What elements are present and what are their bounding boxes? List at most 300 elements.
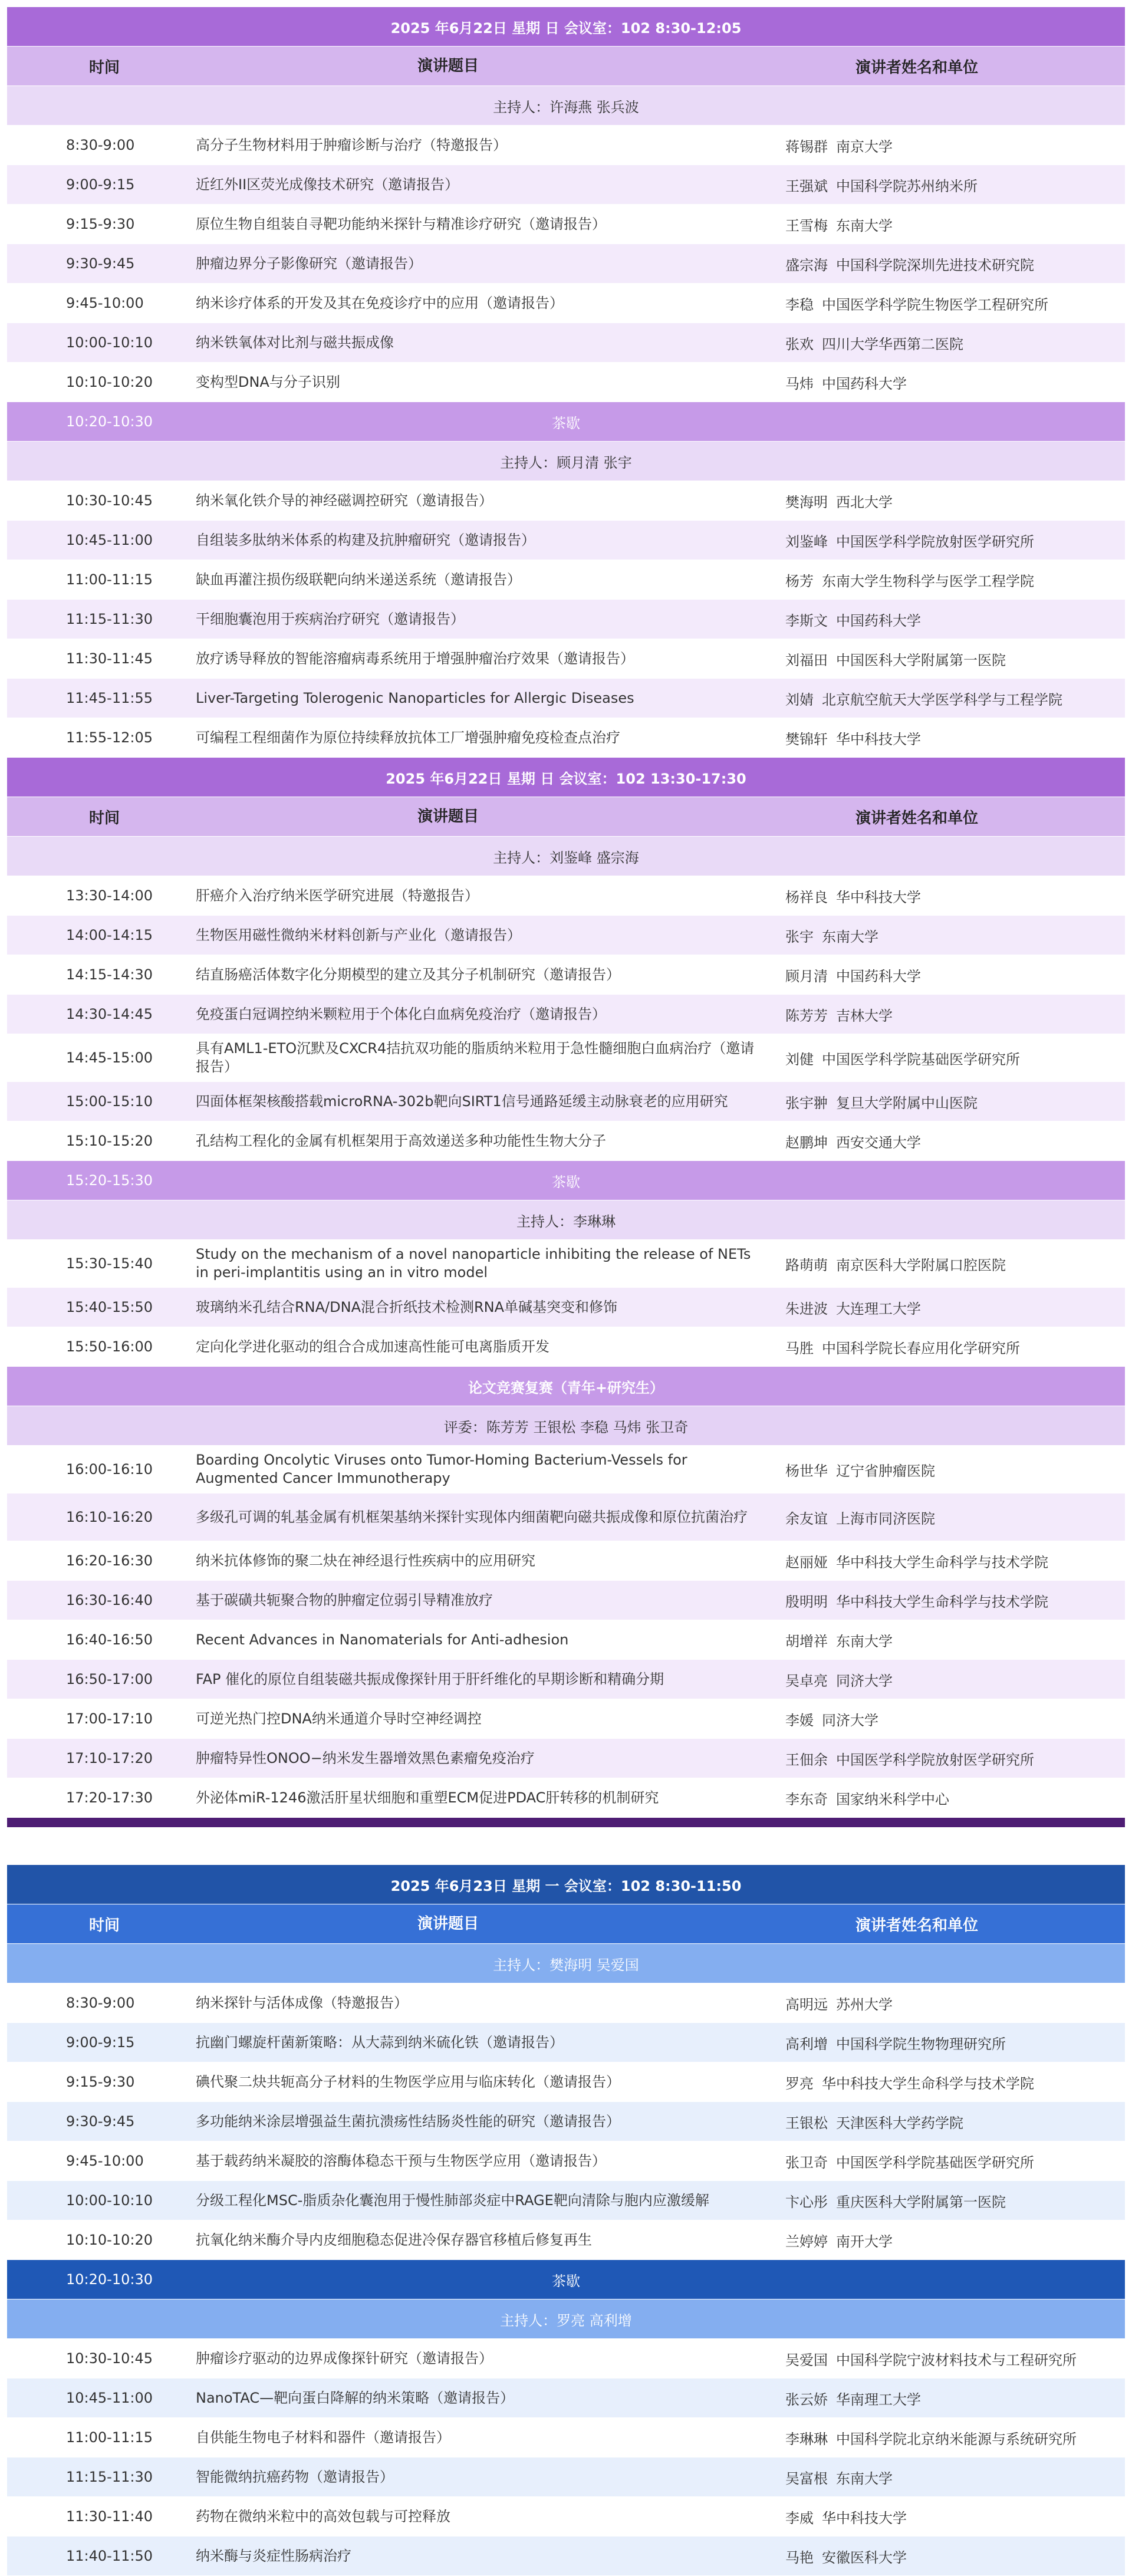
talk-time: 15:10-15:20 [66, 1133, 153, 1149]
speaker-org: 南京大学 [836, 138, 893, 155]
tea-break-row [7, 2260, 1125, 2299]
talk-time: 9:30-9:45 [66, 255, 135, 272]
table-row [7, 1121, 1125, 1161]
session-3 [7, 1865, 1125, 2576]
speaker-name: 张欢 [785, 335, 814, 353]
table-row [7, 2062, 1125, 2102]
table-row [7, 1660, 1125, 1699]
talk-time: 16:10-16:20 [66, 1509, 153, 1525]
session-title: 2025 年6月22日 星期 日 会议室：102 13:30-17:30 [7, 758, 1125, 797]
speaker-name: 王佃余 [785, 1751, 828, 1768]
session-title: 2025 年6月23日 星期 一 会议室：102 8:30-11:50 [7, 1865, 1125, 1904]
header-topic: 演讲题目 [417, 57, 479, 75]
talk-topic: 放疗诱导释放的智能溶瘤病毒系统用于增强肿瘤治疗效果（邀请报告） [196, 650, 634, 667]
speaker-name: 盛宗海 [785, 256, 828, 274]
talk-topic: 可逆光热门控DNA纳米通道介导时空神经调控 [196, 1710, 482, 1727]
talk-list [7, 1240, 1125, 1367]
talk-time: 9:00-9:15 [66, 2034, 135, 2051]
speaker-cell [774, 728, 1125, 748]
speaker-org: 中国医学科学院生物医学工程研究所 [822, 296, 1048, 313]
talk-topic: Study on the mechanism of a novel nanoparticle inhibiting the release of NETs in peri-implantitis using an in vitro model [196, 1246, 751, 1281]
speaker-name: 杨祥良 [785, 889, 828, 906]
table-row [7, 1240, 1125, 1288]
speaker-name: 刘健 [785, 1051, 814, 1068]
talk-topic: 肿瘤诊疗驱动的边界成像探针研究（邀请报告） [196, 2350, 493, 2367]
speaker-name: 刘婧 [785, 691, 814, 708]
talk-time: 11:00-11:15 [66, 2429, 153, 2446]
table-row [7, 165, 1125, 205]
table-row [7, 1983, 1125, 2023]
talk-time: 15:00-15:10 [66, 1093, 153, 1110]
talk-time: 9:45-10:00 [66, 2153, 144, 2169]
speaker-name: 刘福田 [785, 652, 828, 669]
talk-topic: 智能微纳抗癌药物（邀请报告） [196, 2468, 394, 2485]
talk-time: 10:00-10:10 [66, 334, 153, 351]
talk-topic: 纳米抗体修饰的聚二炔在神经退行性疾病中的应用研究 [196, 1552, 535, 1569]
speaker-name: 路萌萌 [785, 1256, 828, 1274]
talk-time: 8:30-9:00 [66, 1995, 135, 2011]
speaker-name: 王强斌 [785, 177, 828, 195]
speaker-org: 西安交通大学 [836, 1134, 921, 1151]
table-row [7, 363, 1125, 402]
speaker-cell [774, 1337, 1125, 1357]
talk-topic: 肿瘤边界分子影像研究（邀请报告） [196, 255, 422, 272]
talk-time: 16:20-16:30 [66, 1552, 153, 1569]
speaker-cell [774, 2072, 1125, 2093]
speaker-org: 北京航空航天大学医学科学与工程学院 [822, 691, 1062, 708]
speaker-org: 中国医科大学附属第一医院 [836, 652, 1006, 669]
speaker-name: 陈芳芳 [785, 1007, 828, 1024]
speaker-name: 蒋锡群 [785, 138, 828, 155]
speaker-org: 吉林大学 [836, 1007, 893, 1024]
talk-time: 15:40-15:50 [66, 1299, 153, 1315]
speaker-cell [774, 609, 1125, 630]
table-header [7, 47, 1125, 86]
talk-topic: 外泌体miR-1246激活肝星状细胞和重塑ECM促进PDAC肝转移的机制研究 [196, 1789, 659, 1806]
talk-time: 16:30-16:40 [66, 1592, 153, 1608]
talk-time: 9:00-9:15 [66, 176, 135, 193]
break-label: 茶歇 [552, 2272, 580, 2289]
talk-topic: 药物在微纳米粒中的高效包载与可控释放 [196, 2508, 450, 2525]
talk-time: 9:15-9:30 [66, 216, 135, 232]
table-row [7, 2536, 1125, 2576]
break-label: 茶歇 [552, 414, 580, 432]
speaker-org: 复旦大学附属中山医院 [836, 1094, 978, 1111]
speaker-name: 杨世华 [785, 1462, 828, 1479]
speaker-org: 中国科学院苏州纳米所 [836, 177, 978, 195]
speaker-cell [774, 1091, 1125, 1112]
talk-list [7, 1446, 1125, 1818]
speaker-cell [774, 135, 1125, 156]
speaker-cell [774, 2151, 1125, 2172]
talk-time: 11:40-11:50 [66, 2548, 153, 2564]
speaker-org: 重庆医科大学附属第一医院 [836, 2193, 1006, 2210]
speaker-cell [774, 530, 1125, 551]
speaker-cell [774, 1507, 1125, 1528]
table-row [7, 995, 1125, 1034]
speaker-org: 四川大学华西第二医院 [822, 335, 963, 353]
talk-time: 10:00-10:10 [66, 2192, 153, 2209]
talk-topic: 纳米氧化铁介导的神经磁调控研究（邀请报告） [196, 492, 493, 509]
talk-topic: 碘代聚二炔共轭高分子材料的生物医学应用与临床转化（邀请报告） [196, 2073, 620, 2090]
host-row: 主持人：李琳琳 [7, 1200, 1125, 1240]
talk-time: 17:00-17:10 [66, 1710, 153, 1727]
talk-topic: 基于碳磺共轭聚合物的肿瘤定位弱引导精准放疗 [196, 1591, 493, 1608]
talk-topic: 玻璃纳米孔结合RNA/DNA混合折纸技术检测RNA单碱基突变和修饰 [196, 1298, 618, 1315]
spacer [0, 1827, 1132, 1865]
table-row [7, 205, 1125, 244]
talk-list [7, 481, 1125, 758]
talk-time: 11:30-11:40 [66, 2508, 153, 2525]
talk-time: 14:45-15:00 [66, 1050, 153, 1066]
speaker-name: 李稳 [785, 296, 814, 313]
speaker-cell [774, 1459, 1125, 1480]
talk-topic: 抗氧化纳米酶介导内皮细胞稳态促进冷保存器官移植后修复再生 [196, 2231, 592, 2248]
table-row [7, 2220, 1125, 2260]
talk-topic: 可编程工程细菌作为原位持续释放抗体工厂增强肿瘤免疫检查点治疗 [196, 729, 620, 746]
table-row [7, 560, 1125, 600]
talk-topic: Liver-Targeting Tolerogenic Nanoparticles for Allergic Diseases [196, 689, 634, 706]
table-row [7, 1739, 1125, 1778]
speaker-cell [774, 491, 1125, 511]
speaker-cell [774, 1590, 1125, 1611]
speaker-cell [774, 175, 1125, 195]
speaker-org: 中国药科大学 [836, 612, 921, 629]
speaker-org: 华中科技大学 [822, 2509, 907, 2526]
speaker-cell [774, 2467, 1125, 2488]
session-1 [7, 7, 1125, 758]
header-topic: 演讲题目 [417, 1914, 479, 1933]
table-row [7, 916, 1125, 955]
talk-time: 11:15-11:30 [66, 611, 153, 627]
speaker-cell [774, 372, 1125, 393]
speaker-org: 同济大学 [822, 1712, 878, 1729]
speaker-org: 中国医学科学院基础医学研究所 [822, 1051, 1020, 1068]
speaker-name: 殷明明 [785, 1593, 828, 1610]
talk-list [7, 876, 1125, 1161]
talk-topic: 多功能纳米涂层增强益生菌抗溃疡性结肠炎性能的研究（邀请报告） [196, 2113, 620, 2130]
speaker-cell [774, 1131, 1125, 1152]
talk-topic: 四面体框架核酸搭载microRNA-302b靶向SIRT1信号通路延缓主动脉衰老的应用研究 [196, 1093, 728, 1110]
table-row [7, 2378, 1125, 2418]
talk-time: 11:55-12:05 [66, 729, 153, 746]
header-speaker: 演讲者姓名和单位 [855, 1916, 978, 1935]
talk-topic: 纳米酶与炎症性肠病治疗 [196, 2547, 351, 2564]
table-row [7, 1446, 1125, 1493]
talk-time: 10:45-11:00 [66, 2390, 153, 2406]
speaker-name: 顾月清 [785, 968, 828, 985]
talk-time: 9:15-9:30 [66, 2074, 135, 2090]
speaker-name: 赵丽娅 [785, 1554, 828, 1571]
speaker-cell [774, 1551, 1125, 1571]
talk-topic: 多级孔可调的轧基金属有机框架基纳米探针实现体内细菌靶向磁共振成像和原位抗菌治疗 [196, 1508, 748, 1525]
speaker-org: 西北大学 [836, 494, 893, 511]
talk-time: 14:30-14:45 [66, 1006, 153, 1022]
talk-topic: FAP 催化的原位自组装磁共振成像探针用于肝纤维化的早期诊断和精确分期 [196, 1670, 664, 1687]
speaker-org: 华中科技大学生命科学与技术学院 [836, 1593, 1048, 1610]
talk-topic: 干细胞囊泡用于疾病治疗研究（邀请报告） [196, 610, 465, 627]
speaker-name: 张云娇 [785, 2391, 828, 2408]
speaker-org: 中国医学科学院基础医学研究所 [836, 2154, 1034, 2171]
speaker-org: 辽宁省肿瘤医院 [836, 1462, 935, 1479]
table-row [7, 1620, 1125, 1660]
speaker-cell [774, 2506, 1125, 2527]
speaker-cell [774, 649, 1125, 669]
speaker-org: 大连理工大学 [836, 1300, 921, 1317]
talk-topic: 高分子生物材料用于肿瘤诊断与治疗（特邀报告） [196, 136, 507, 153]
speaker-org: 安徽医科大学 [822, 2549, 907, 2566]
speaker-name: 朱进波 [785, 1300, 828, 1317]
header-time: 时间 [88, 1916, 120, 1935]
speaker-name: 樊锦轩 [785, 731, 828, 748]
talk-time: 13:30-14:00 [66, 887, 153, 904]
speaker-org: 苏州大学 [836, 1996, 893, 2013]
speaker-cell [774, 2546, 1125, 2567]
talk-time: 9:30-9:45 [66, 2113, 135, 2130]
speaker-name: 马艳 [785, 2549, 814, 2566]
table-row [7, 244, 1125, 284]
talk-time: 16:40-16:50 [66, 1631, 153, 1648]
speaker-cell [774, 293, 1125, 314]
talk-topic: 自组装多肽纳米体系的构建及抗肿瘤研究（邀请报告） [196, 531, 535, 548]
speaker-cell [774, 965, 1125, 985]
speaker-name: 马胜 [785, 1340, 814, 1357]
table-row [7, 2181, 1125, 2220]
speaker-org: 中国科学院生物物理研究所 [836, 2035, 1006, 2052]
speaker-org: 中国科学院长春应用化学研究所 [822, 1340, 1020, 1357]
table-row [7, 1288, 1125, 1327]
contest-heading: 论文竞赛复赛（青年+研究生） [7, 1367, 1125, 1406]
header-time: 时间 [88, 809, 120, 827]
talk-topic: 肝癌介入治疗纳米医学研究进展（特邀报告） [196, 887, 479, 904]
talk-time: 15:50-16:00 [66, 1338, 153, 1355]
host-row: 主持人：樊海明 吴爱国 [7, 1944, 1125, 1983]
speaker-cell [774, 1748, 1125, 1769]
speaker-cell [774, 1993, 1125, 2014]
table-row [7, 600, 1125, 639]
talk-topic: NanoTAC—靶向蛋白降解的纳米策略（邀请报告） [196, 2389, 515, 2406]
table-row [7, 2457, 1125, 2497]
speaker-name: 吴富根 [785, 2470, 828, 2487]
header-speaker: 演讲者姓名和单位 [855, 809, 978, 827]
speaker-org: 南开大学 [836, 2233, 893, 2250]
speaker-cell [774, 1709, 1125, 1729]
break-label: 茶歇 [552, 1173, 580, 1190]
speaker-org: 东南大学 [836, 1633, 893, 1650]
speaker-cell [774, 1048, 1125, 1068]
table-row [7, 521, 1125, 560]
speaker-org: 中国科学院宁波材料技术与工程研究所 [836, 2351, 1077, 2368]
tea-break-row [7, 402, 1125, 442]
talk-topic: 纳米诊疗体系的开发及其在免疫诊疗中的应用（邀请报告） [196, 294, 564, 311]
talk-topic: 结直肠癌活体数字化分期模型的建立及其分子机制研究（邀请报告） [196, 966, 620, 983]
table-row [7, 639, 1125, 679]
table-row [7, 1778, 1125, 1818]
talk-topic: 缺血再灌注损伤级联靶向纳米递送系统（邀请报告） [196, 571, 521, 588]
talk-time: 9:45-10:00 [66, 295, 144, 311]
speaker-org: 中国药科大学 [836, 968, 921, 985]
talk-time: 11:15-11:30 [66, 2469, 153, 2485]
speaker-org: 华中科技大学生命科学与技术学院 [822, 2075, 1034, 2092]
speaker-org: 国家纳米科学中心 [836, 1791, 949, 1808]
table-row [7, 284, 1125, 323]
talk-time: 11:00-11:15 [66, 571, 153, 588]
speaker-name: 余友谊 [785, 1510, 828, 1527]
talk-topic: Recent Advances in Nanomaterials for Anti-adhesion [196, 1631, 569, 1648]
speaker-name: 张宇 [785, 928, 814, 945]
talk-time: 15:30-15:40 [66, 1255, 153, 1272]
speaker-org: 华中科技大学 [836, 731, 921, 748]
speaker-org: 华中科技大学 [836, 889, 921, 906]
talk-topic: 定向化学进化驱动的组合合成加速高性能可电离脂质开发 [196, 1338, 549, 1355]
speaker-org: 中国科学院深圳先进技术研究院 [836, 256, 1034, 274]
speaker-cell [774, 2230, 1125, 2251]
talk-topic: 抗幽门螺旋杆菌新策略：从大蒜到纳米硫化铁（邀请报告） [196, 2034, 564, 2051]
table-row [7, 679, 1125, 718]
speaker-org: 东南大学 [836, 217, 893, 234]
table-row [7, 1327, 1125, 1367]
talk-time: 10:10-10:20 [66, 374, 153, 390]
talk-time: 17:10-17:20 [66, 1750, 153, 1766]
session-title: 2025 年6月22日 星期 日 会议室：102 8:30-12:05 [7, 7, 1125, 47]
speaker-cell [774, 1630, 1125, 1650]
speaker-name: 吴卓亮 [785, 1672, 828, 1689]
host-row: 主持人：罗亮 高利增 [7, 2299, 1125, 2339]
talk-list [7, 2339, 1125, 2576]
table-row [7, 1541, 1125, 1581]
speaker-cell [774, 2111, 1125, 2132]
host-row: 主持人：顾月清 张宇 [7, 442, 1125, 481]
speaker-org: 中国药科大学 [822, 375, 907, 392]
speaker-cell [774, 2388, 1125, 2409]
speaker-name: 李琳琳 [785, 2430, 828, 2447]
table-row [7, 481, 1125, 521]
speaker-org: 中国医学科学院放射医学研究所 [836, 1751, 1034, 1768]
speaker-name: 高利增 [785, 2035, 828, 2052]
talk-topic: 具有AML1-ETO沉默及CXCR4拮抗双功能的脂质纳米粒用于急性髓细胞白血病治疗（邀请报告） [196, 1040, 755, 1075]
speaker-name: 罗亮 [785, 2075, 814, 2092]
speaker-name: 赵鹏坤 [785, 1134, 828, 1151]
speaker-name: 樊海明 [785, 494, 828, 511]
speaker-cell [774, 254, 1125, 274]
speaker-org: 华南理工大学 [836, 2391, 921, 2408]
speaker-name: 李东奇 [785, 1791, 828, 1808]
speaker-org: 华中科技大学生命科学与技术学院 [836, 1554, 1048, 1571]
talk-time: 14:00-14:15 [66, 927, 153, 943]
talk-topic: 近红外II区荧光成像技术研究（邀请报告） [196, 176, 459, 193]
speaker-cell [774, 2032, 1125, 2053]
speaker-org: 东南大学 [822, 928, 878, 945]
table-row [7, 126, 1125, 165]
judges-row: 评委：陈芳芳 王银松 李稳 马炜 张卫奇 [7, 1406, 1125, 1446]
break-time: 15:20-15:30 [66, 1172, 153, 1189]
speaker-name: 马炜 [785, 375, 814, 392]
table-row [7, 2102, 1125, 2141]
talk-topic: 纳米探针与活体成像（特邀报告） [196, 1994, 408, 2011]
talk-list [7, 126, 1125, 402]
talk-time: 11:45-11:55 [66, 690, 153, 706]
speaker-org: 东南大学生物科学与医学工程学院 [822, 573, 1034, 590]
speaker-name: 高明远 [785, 1996, 828, 2013]
talk-time: 16:50-17:00 [66, 1671, 153, 1687]
speaker-cell [774, 1004, 1125, 1025]
table-row [7, 1082, 1125, 1121]
table-row [7, 718, 1125, 758]
speaker-cell [774, 1788, 1125, 1808]
speaker-org: 中国医学科学院放射医学研究所 [836, 533, 1034, 550]
speaker-name: 王雪梅 [785, 217, 828, 234]
header-topic: 演讲题目 [417, 807, 479, 825]
table-row [7, 1034, 1125, 1082]
tea-break-row [7, 1161, 1125, 1200]
talk-topic: 分级工程化MSC-脂质杂化囊泡用于慢性肺部炎症中RAGE靶向清除与胞内应激缓解 [196, 2192, 709, 2209]
talk-time: 16:00-16:10 [66, 1461, 153, 1478]
session-2 [7, 758, 1125, 1818]
talk-topic: 原位生物自组装自寻靶功能纳米探针与精准诊疗研究（邀请报告） [196, 215, 606, 232]
talk-topic: 孔结构工程化的金属有机框架用于高效递送多种功能性生物大分子 [196, 1132, 606, 1149]
speaker-cell [774, 570, 1125, 590]
speaker-name: 兰婷婷 [785, 2233, 828, 2250]
talk-topic: 免疫蛋白冠调控纳米颗粒用于个体化白血病免疫治疗（邀请报告） [196, 1005, 606, 1022]
speaker-org: 上海市同济医院 [836, 1510, 935, 1527]
speaker-org: 同济大学 [836, 1672, 893, 1689]
break-time: 10:20-10:30 [66, 2271, 153, 2288]
speaker-cell [774, 214, 1125, 235]
table-row [7, 2418, 1125, 2457]
speaker-cell [774, 2348, 1125, 2369]
table-row [7, 2141, 1125, 2181]
speaker-name: 刘鉴峰 [785, 533, 828, 550]
speaker-name: 李媛 [785, 1712, 814, 1729]
table-row [7, 1493, 1125, 1541]
header-speaker: 演讲者姓名和单位 [855, 58, 978, 77]
table-row [7, 2023, 1125, 2062]
speaker-cell [774, 1669, 1125, 1690]
talk-topic: 基于载药纳米凝胶的溶酶体稳态干预与生物医学应用（邀请报告） [196, 2152, 606, 2169]
talk-topic: 自供能生物电子材料和器件（邀请报告） [196, 2429, 450, 2446]
speaker-name: 卞心彤 [785, 2193, 828, 2210]
talk-topic: 生物医用磁性微纳米材料创新与产业化（邀请报告） [196, 926, 521, 943]
speaker-org: 东南大学 [836, 2470, 893, 2487]
speaker-cell [774, 925, 1125, 946]
speaker-name: 杨芳 [785, 573, 814, 590]
speaker-name: 李斯文 [785, 612, 828, 629]
speaker-cell [774, 1297, 1125, 1318]
talk-topic: 变构型DNA与分子识别 [196, 373, 340, 390]
speaker-org: 天津医科大学药学院 [836, 2114, 963, 2131]
speaker-cell [774, 886, 1125, 906]
talk-time: 10:30-10:45 [66, 2350, 153, 2367]
speaker-org: 中国科学院北京纳米能源与系统研究所 [836, 2430, 1077, 2447]
table-row [7, 1699, 1125, 1739]
talk-time: 8:30-9:00 [66, 137, 135, 153]
speaker-name: 胡增祥 [785, 1633, 828, 1650]
break-time: 10:20-10:30 [66, 413, 153, 430]
talk-topic: 纳米铁氧体对比剂与磁共振成像 [196, 334, 394, 351]
host-row: 主持人：许海燕 张兵波 [7, 86, 1125, 126]
speaker-name: 李威 [785, 2509, 814, 2526]
speaker-cell [774, 688, 1125, 709]
table-row [7, 323, 1125, 363]
talk-time: 11:30-11:45 [66, 650, 153, 667]
table-header [7, 797, 1125, 837]
speaker-cell [774, 333, 1125, 353]
speaker-cell [774, 2190, 1125, 2211]
section-divider [7, 1818, 1125, 1827]
talk-time: 14:15-14:30 [66, 966, 153, 983]
table-row [7, 1581, 1125, 1620]
speaker-cell [774, 1254, 1125, 1274]
